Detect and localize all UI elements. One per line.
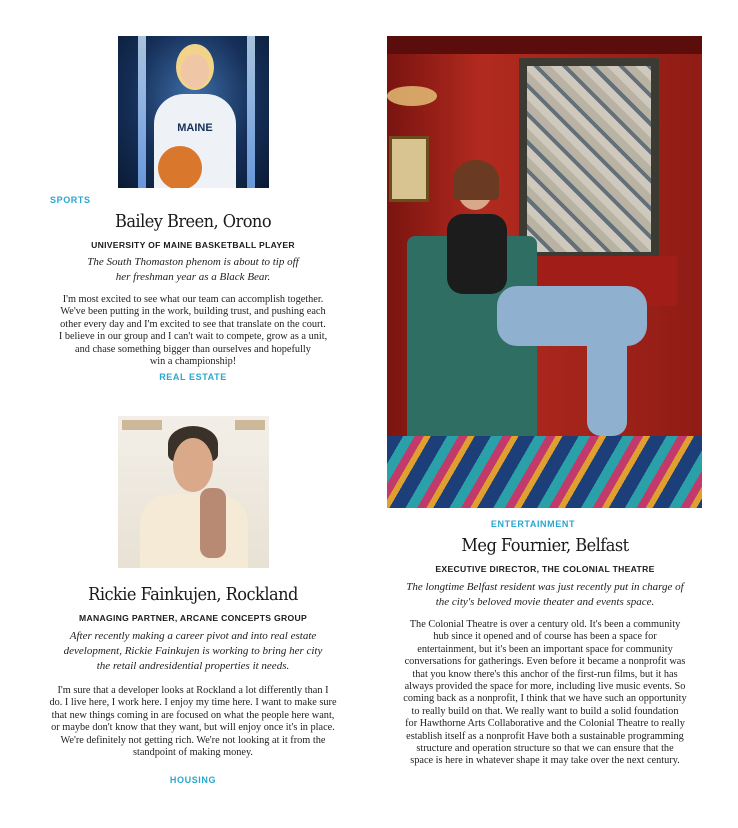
quote-line: and chase something bigger than ourselves and hopefully — [75, 343, 311, 355]
category-label: SPORTS — [50, 195, 91, 205]
rickie-fainkujen-photo — [118, 416, 269, 568]
quote-line: or maybe don't know that they want, but will enjoy once it's in place. — [51, 722, 335, 734]
dek-line: The longtime Belfast resident was just recently put in charge of — [406, 581, 684, 593]
quote-line: coming back as a nonprofit, I think that we have such an opportunity — [403, 693, 687, 705]
quote-line: entertainment, but it's been an important space for community — [417, 643, 673, 655]
jersey-text: MAINE — [177, 122, 213, 134]
profile-name: Bailey Breen, Orono — [114, 211, 272, 232]
quote-line: do. I live here, I work here. I enjoy my time here. I want to make sure — [49, 697, 337, 709]
quote-line: for Hawthorne Arts Collaborative and the Colonial Theatre to really — [405, 718, 685, 730]
quote-line: space is here in whatever shape it may take over the next century. — [410, 755, 680, 767]
profile-role: UNIVERSITY OF MAINE BASKETBALL PLAYER — [91, 240, 295, 250]
quote-line: always provided the space for more, including live music events. So — [404, 681, 686, 693]
quote-line: The Colonial Theatre is over a century old. It's been a community — [409, 619, 681, 630]
dek-line: the retail andresidential properties it needs. — [96, 660, 290, 672]
dek-line: After recently making a career pivot and into real estate — [69, 630, 317, 642]
bailey-breen-photo — [118, 36, 269, 188]
meg-fournier-photo — [387, 36, 702, 508]
quote-line: to really build on that. We really want to build a solid foundation — [411, 705, 679, 717]
profile-quote — [380, 619, 710, 768]
category-label: ENTERTAINMENT — [490, 519, 576, 529]
profile-dek — [30, 255, 356, 285]
profile-meg — [380, 519, 710, 768]
quote-line: that you know there's this anchor of the first-run films, but it has — [412, 668, 678, 680]
profile-bailey — [30, 195, 356, 382]
profile-role: MANAGING PARTNER, ARCANE CONCEPTS GROUP — [79, 613, 307, 623]
quote-line: I'm sure that a developer looks at Rockland a lot differently than I — [57, 685, 329, 696]
quote-line: I'm most excited to see what our team can accomplish together. — [62, 294, 324, 305]
profile-name: Meg Fournier, Belfast — [461, 535, 629, 556]
dek-line: her freshman year as a Black Bear. — [115, 271, 271, 283]
profile-quote — [30, 294, 356, 368]
quote-line: structure and operation structure so that we can ensure that the — [416, 743, 674, 755]
quote-line: win a championship! — [149, 356, 237, 368]
quote-line: I believe in our group and I can't wait to compete, grow as a unit, — [58, 331, 328, 343]
quote-line: We're definitely not getting rich. We're not looking at it from the — [60, 734, 326, 746]
dek-line: The South Thomaston phenom is about to tip off — [87, 256, 299, 268]
profile-name: Rickie Fainkujen, Rockland — [88, 584, 298, 605]
quote-line: conversations for gatherings. Even before it became a nonprofit was — [404, 656, 686, 668]
profile-rickie — [20, 584, 366, 785]
quote-line: We've been putting in the work, building trust, and pushing each — [60, 306, 326, 318]
category-label: HOUSING — [169, 775, 217, 786]
basketball — [158, 146, 202, 188]
profile-dek — [20, 629, 366, 674]
dek-line: the city's beloved movie theater and events space. — [435, 596, 655, 608]
category-label: REAL ESTATE — [159, 372, 227, 383]
quote-line: hub since it opened and of course has been a space for — [433, 631, 657, 643]
quote-line: standpoint of making money. — [132, 747, 254, 759]
profile-quote — [20, 685, 366, 759]
profile-dek — [380, 580, 710, 610]
profile-role: EXECUTIVE DIRECTOR, THE COLONIAL THEATRE — [435, 564, 655, 574]
quote-line: establish itself as a nonprofit Have both a sustainable programming — [406, 730, 684, 742]
quote-line: other every day and I'm excited to see that translate on the court. — [60, 318, 326, 330]
dek-line: development, Rickie Fainkujen is working to bring her city — [63, 645, 323, 657]
quote-line: that new things coming in are focused on what the people here want, — [51, 709, 335, 721]
